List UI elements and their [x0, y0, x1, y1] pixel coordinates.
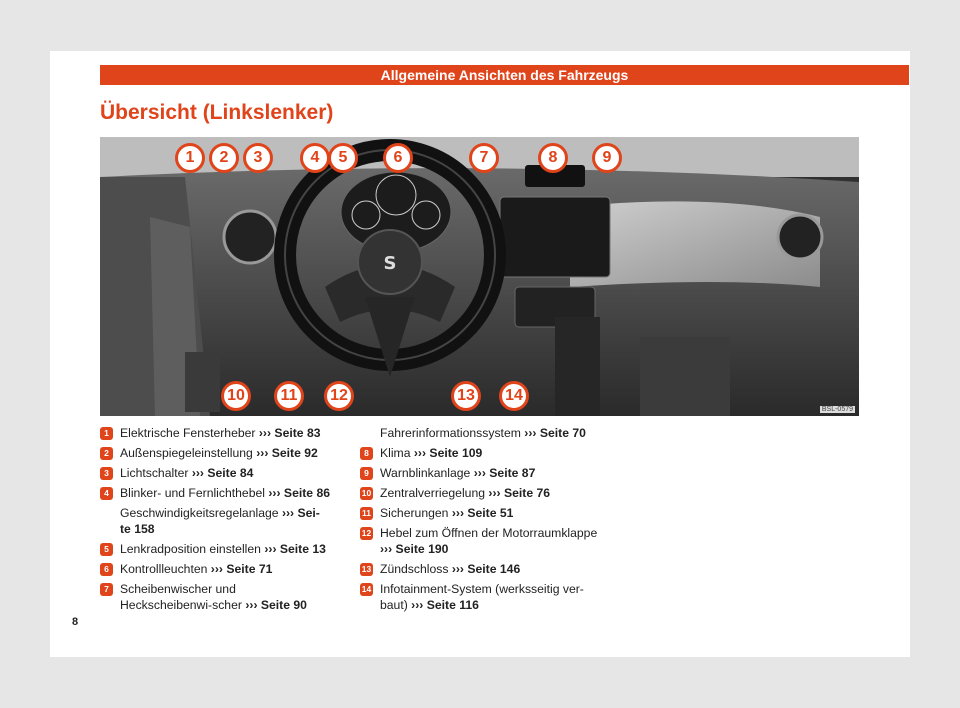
legend-number: 5: [100, 543, 113, 556]
legend-number: 4: [100, 487, 113, 500]
legend-number: 8: [360, 447, 373, 460]
legend-text: Außenspiegeleinstellung: [120, 446, 253, 460]
image-code: BSL-0579: [821, 406, 853, 413]
legend-number: 6: [100, 563, 113, 576]
legend-number: 14: [361, 584, 372, 594]
callout-3: 3: [243, 143, 273, 173]
manual-page: [50, 51, 910, 657]
callout-14: 14: [499, 381, 529, 411]
legend-item: [360, 581, 600, 613]
legend-number: 13: [361, 564, 372, 574]
legend-item: [360, 445, 600, 461]
chapter-header: Allgemeine Ansichten des Fahrzeugs: [100, 65, 909, 85]
legend-text: Klima: [380, 446, 411, 460]
legend-text: Zündschloss: [380, 562, 449, 576]
legend-text: Lichtschalter: [120, 466, 189, 480]
page-reference[interactable]: ››› Seite 86: [268, 486, 331, 500]
callout-8: 8: [538, 143, 568, 173]
legend-number: 2: [100, 447, 113, 460]
callout-2: 2: [209, 143, 239, 173]
callout-5: 5: [328, 143, 358, 173]
dashboard-illustration: [100, 137, 859, 416]
legend-item: [360, 505, 600, 521]
legend-number: 10: [361, 488, 372, 498]
page-reference[interactable]: ››› Seite 109: [413, 446, 483, 460]
page-reference[interactable]: ››› Seite 92: [256, 446, 318, 460]
legend-item: [100, 541, 330, 557]
legend-text: Scheibenwischer und Heckscheibenwi-scher: [120, 582, 242, 612]
page-reference[interactable]: ››› Seite 51: [451, 506, 514, 520]
legend-text: Geschwindigkeitsregelanlage: [120, 506, 279, 520]
legend-item: [360, 465, 600, 481]
page-reference[interactable]: ››› Seite 13: [264, 542, 326, 556]
page-reference[interactable]: ››› Seite 87: [473, 466, 536, 480]
legend-text: Warnblinkanlage: [380, 466, 471, 480]
callout-12: 12: [324, 381, 354, 411]
dashboard-photo: [100, 137, 859, 416]
callout-7: 7: [469, 143, 499, 173]
page-reference[interactable]: ››› Seite 190: [380, 542, 449, 556]
legend-item: [100, 465, 330, 481]
callout-9: 9: [592, 143, 622, 173]
legend-text: Hebel zum Öffnen der Motorraumklappe: [380, 526, 598, 540]
legend-number: 11: [362, 508, 371, 518]
page-reference[interactable]: ››› Seite 70: [524, 426, 586, 440]
legend-number: 1: [100, 427, 113, 440]
callout-4: 4: [300, 143, 330, 173]
page-reference[interactable]: ››› Seite 76: [488, 486, 551, 500]
legend-text: Lenkradposition einstellen: [120, 542, 261, 556]
legend-right-column: [360, 425, 600, 617]
page-reference[interactable]: ››› Seite 84: [191, 466, 254, 480]
legend-text: Sicherungen: [380, 506, 449, 520]
legend-item: [100, 581, 330, 613]
callout-6: 6: [383, 143, 413, 173]
legend-text: Kontrollleuchten: [120, 562, 208, 576]
page-reference[interactable]: ››› Seite 146: [451, 562, 521, 576]
legend-text: Zentralverriegelung: [380, 486, 486, 500]
legend-item: [100, 445, 330, 461]
callout-13: 13: [451, 381, 481, 411]
legend-number: 3: [100, 467, 113, 480]
legend-text: Fahrerinformationssystem: [380, 426, 521, 440]
page-reference[interactable]: ››› Seite 83: [258, 426, 321, 440]
legend-item: [360, 525, 600, 557]
page-reference[interactable]: ››› Sei-te 158: [120, 506, 320, 536]
page-reference[interactable]: ››› Seite 71: [210, 562, 273, 576]
legend-number: 12: [361, 528, 372, 538]
callout-1: 1: [175, 143, 205, 173]
legend-item: [360, 425, 600, 441]
callout-11: 11: [274, 381, 304, 411]
svg-text:S: S: [383, 253, 397, 274]
page-reference[interactable]: ››› Seite 90: [245, 598, 307, 612]
legend-left-column: [100, 425, 330, 617]
page-title: Übersicht (Linkslenker): [100, 101, 334, 124]
page-number: 8: [72, 616, 79, 628]
legend-item: [100, 485, 330, 501]
legend-item: [360, 485, 600, 501]
legend-item: [100, 561, 330, 577]
legend-number: 9: [360, 467, 373, 480]
legend-item: [360, 561, 600, 577]
legend-text: Elektrische Fensterheber: [120, 426, 256, 440]
page-reference[interactable]: ››› Seite 116: [411, 598, 479, 612]
legend-number: 7: [100, 583, 113, 596]
callout-10: 10: [221, 381, 251, 411]
legend-text: Infotainment-System (werksseitig ver-baut): [380, 582, 584, 612]
legend-item: [100, 505, 330, 537]
legend-text: Blinker- und Fernlichthebel: [120, 486, 265, 500]
legend-item: [100, 425, 330, 441]
